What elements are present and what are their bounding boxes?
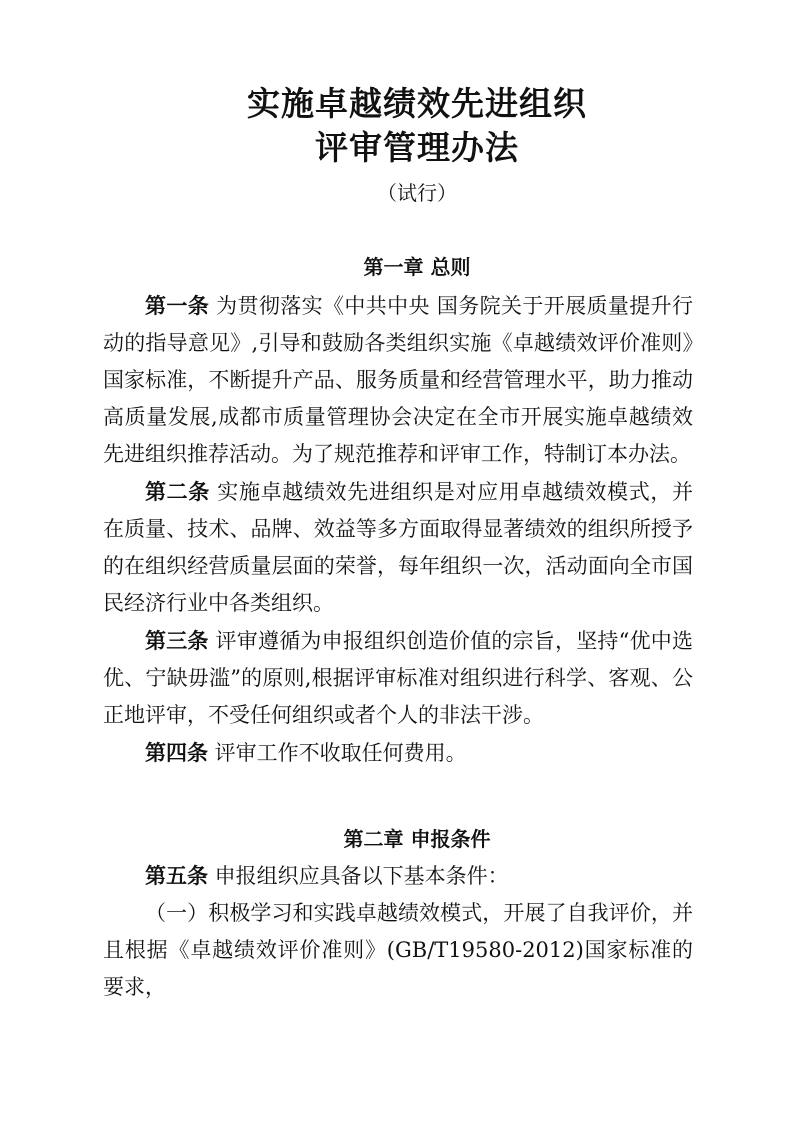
article-4-text: 评审工作不收取任何费用。 <box>208 741 467 765</box>
article-2 <box>103 473 693 622</box>
article-1-text: 为贯彻落实《中共中央 国务院关于开展质量提升行动的指导意见》,引导和鼓励各类组织实施《卓越绩效评价准则》国家标准，不断提升产品、服务质量和经营管理水平，助力推动高质量发展,成都市质量管理协会决定在全市开展实施卓越绩效先进组织推荐活动。为了规范推荐和评审工作，特制订本办法。 <box>103 294 694 466</box>
document-subtitle: （试行） <box>377 181 457 205</box>
article-4-label: 第四条 <box>145 740 208 765</box>
article-4 <box>103 734 693 772</box>
chapter-2-heading: 第二章 申报条件 <box>343 827 491 851</box>
document-title-line-1: 实施卓越绩效先进组织 <box>247 84 587 123</box>
document-title-line-2: 评审管理办法 <box>315 128 519 167</box>
article-2-text: 实施卓越绩效先进组织是对应用卓越绩效模式，并在质量、技术、品牌、效益等多方面取得显著绩效的组织所授予的在组织经营质量层面的荣誉，每年组织一次，活动面向全市国民经济行业中各类组织。 <box>103 480 693 615</box>
chapter-1-body <box>103 287 693 772</box>
article-1 <box>103 287 693 473</box>
document-title-block <box>0 82 794 208</box>
article-3 <box>103 622 693 734</box>
chapter-2-body <box>103 857 693 1006</box>
article-5-text: 申报组织应具备以下基本条件： <box>208 864 509 888</box>
chapter-1-heading: 第一章 总则 <box>363 255 471 279</box>
article-1-label: 第一条 <box>145 293 210 318</box>
article-3-text: 评审遵循为申报组织创造价值的宗旨，坚持“优中选优、宁缺毋滥”的原则,根据评审标准对组织进行科学、客观、公正地评审，不受任何组织或者个人的非法干涉。 <box>103 629 693 727</box>
article-2-label: 第二条 <box>145 479 210 504</box>
article-5 <box>103 857 693 895</box>
article-5-label: 第五条 <box>145 863 208 888</box>
article-3-label: 第三条 <box>145 628 209 653</box>
article-5-item-1: （一）积极学习和实践卓越绩效模式，开展了自我评价，并且根据《卓越绩效评价准则》(GB/T19580-2012)国家标准的要求， <box>103 901 693 999</box>
